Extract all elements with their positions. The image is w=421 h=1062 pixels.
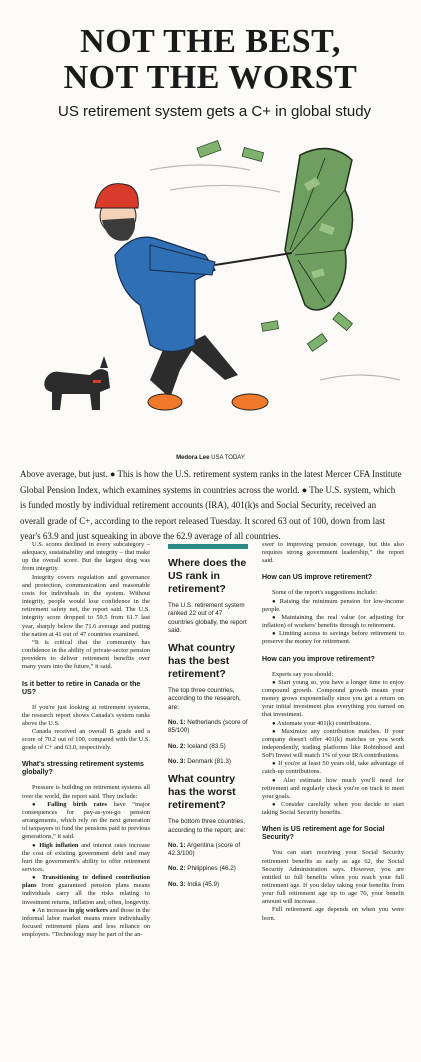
umbrella-icon — [215, 149, 353, 310]
section-heading: How can US improve retirement? — [262, 574, 373, 582]
paragraph: Full retirement age depends on when you were born. — [262, 906, 404, 922]
bullet-icon: ● — [272, 598, 277, 605]
scottish-terrier-dog — [44, 356, 110, 410]
byline — [0, 455, 421, 461]
headline — [0, 24, 421, 96]
section-heading: What's stressing retirement systems globally? — [22, 761, 144, 777]
subheadline: US retirement system gets a C+ in global study — [58, 103, 372, 120]
article-column-1 — [22, 541, 150, 939]
bullet-icon: ● — [272, 720, 276, 727]
paragraph: Canada received an overall B grade and a score of 70.2 out of 100, compared with the U.S. grade of C+ and 63.0, respectively. — [22, 727, 150, 752]
bullet-item: ● An increase in gig workers and those in the informal labor market means more individually focused retirement plans and less reliance on employers. “Technology may be part of the an- — [22, 906, 151, 939]
paragraph: Integrity covers regulation and governance and protection, communication and reasonable costs for individuals in the system. Without integrity, people would lose confidence in the retirement safety net, the report said. The U.S. integrity score dropped to 59.5 from 61.7 last year, sharply below the 71.6 average and putting the nation at 41 out of 47 countries examined. — [22, 573, 150, 638]
bullet-item: ● Limiting access to savings before retirement to preserve the money for retirement. — [262, 630, 404, 646]
bullet-item: ● Also estimate how much you'll need for retirement and regularly check you're on track to meet your goals. — [262, 776, 404, 800]
sidebar-heading: Where does the US rank in retirement? — [168, 557, 247, 595]
man-figure — [95, 184, 268, 410]
bullet-icon: ● — [272, 679, 277, 686]
paragraph: Pressure is building on retirement systems all over the world, the report said. They include: — [22, 784, 150, 800]
section-heading: How can you improve retirement? — [262, 655, 375, 663]
section-heading: When is US retirement age for Social Security? — [262, 826, 385, 842]
paragraph: If you're just looking at retirement systems, the research report shows Canada's system ranks above the U.S. — [22, 703, 150, 727]
paragraph: “It is critical that the community has confidence in the ability of private-sector pension providers to deliver retirement benefits over many years into the future,” it said. — [22, 638, 150, 671]
bullet-item: ● Maximize any contribution matches. If your company doesn't offer 401(k) matches or you work independently, trading platforms like Robinhood and SoFi Invest will match 1% of your IRA contributions. — [262, 727, 404, 760]
rank-item: No. 3: Denmark (81.3) — [168, 757, 231, 765]
sidebar-accent-bar — [168, 544, 248, 549]
byline-outlet: USA TODAY — [211, 455, 245, 461]
bullet-icon: ● — [272, 761, 277, 768]
bullet-item: ● Start young so, you have a longer time to enjoy compound growth. Compound growth means your money grows exponentially since you get a return on your initial investment plus everything you earned on that investment. — [262, 678, 405, 719]
paragraph: swer to improving pension coverage, but this also requires strong government leadership,” the report said. — [262, 541, 404, 565]
headline-line-1: NOT THE BEST, — [80, 23, 341, 60]
bullet-item: ● Automate your 401(k) contributions. — [272, 719, 371, 727]
bullet-item: ● Consider carefully when you decide to start taking Social Security benefits. — [262, 801, 404, 817]
bullet-icon: ● — [272, 802, 278, 809]
paragraph: U.S. scores declined in every subcategory – adequacy, sustainability and integrity – that make up the overall score. But the largest drag was from integrity. — [22, 541, 150, 573]
bullet-icon: ● — [32, 801, 41, 808]
bullet-item: ● Transitioning to defined contribution plans from guaranteed pension plans means individuals carry all the risks relating to investment returns, inflation and, often, longevity. — [22, 874, 151, 906]
sidebar-column — [168, 544, 248, 896]
section-heading: Is it better to retire in Canada or the US? — [22, 680, 141, 696]
bullet-item: ● High inflation and interest rates increase the cost of existing government debt and may hurt the government's ability to offer retirement services. — [22, 841, 150, 873]
rank-item: No. 2: Philippines (46.2) — [168, 865, 236, 873]
rank-item: No. 1: Netherlands (score of 85/100) — [168, 719, 248, 735]
bullet-icon: ● — [272, 728, 278, 735]
bullet-icon: ● — [272, 777, 279, 784]
article-column-3 — [262, 541, 404, 923]
bullet-icon: ● — [32, 907, 36, 914]
bullet-item: ● Falling birth rates have “major consequences for pay-as-you-go pension arrangements, which rely on the next generation of taxpayers to fund the pensions paid to previous generations,” it said. — [22, 800, 150, 841]
paragraph: Experts say you should: — [272, 670, 334, 678]
sidebar-paragraph: The top three countries, according to the research, are: — [168, 687, 241, 711]
bullet-icon: ● — [32, 875, 38, 882]
bullet-icon: ● — [272, 614, 278, 621]
sidebar-paragraph: The U.S. retirement system ranked 22 out of 47 countries globally, the report said. — [168, 602, 247, 634]
paragraph: Some of the report's suggestions include: — [272, 589, 377, 597]
sidebar-paragraph: The bottom three countries, according to the report, are: — [168, 818, 246, 834]
lede-paragraph: Above average, but just. ● This is how the U.S. retirement system ranks in the latest Mercer CFA Institute Global Pension Index, which examines systems in countries across the world. ● The U.S. system, which is funded mostly by individual retirement accounts (IRA), 401(k)s and Social Security, received an overall grade of C+, according to the report released Tuesday. It scored 63 out of 100, down from last year's 63.9 and just squeaking in above the 62.9 average of all countries. — [20, 469, 402, 541]
bullet-icon: ● — [32, 842, 37, 849]
rank-item: No. 2: Iceland (83.5) — [168, 742, 226, 750]
rank-item: No. 1: Argentina (score of 42.3/100) — [168, 841, 241, 858]
bullet-icon: ● — [272, 631, 277, 638]
headline-line-2: NOT THE WORST — [63, 59, 358, 96]
sidebar-heading: What country has the best retirement? — [168, 642, 236, 681]
sidebar-heading: What country has the worst retirement? — [168, 773, 236, 812]
bullet-item: ● If you're at least 50 years old, take advantage of catch-up contributions. — [262, 760, 404, 776]
illustration-man-umbrella-wind — [0, 130, 421, 450]
bullet-item: ● Raising the minimum pension for low-income people. — [262, 597, 404, 613]
rank-item: No. 3: India (45.9) — [168, 880, 220, 888]
paragraph: You can start receiving your Social Security retirement benefits as early as age 62, the Social Security Administration says. However, you are entitled to full benefits when you reach your full retirement age. If you delay taking your benefits from your full retirement age up to age 70, your benefit amount will increase. — [262, 849, 404, 906]
bullet-item: ● Maintaining the real value (or adjusting for inflation) of workers' benefits through to retirement. — [262, 613, 404, 630]
byline-author: Medora Lee — [176, 455, 210, 461]
